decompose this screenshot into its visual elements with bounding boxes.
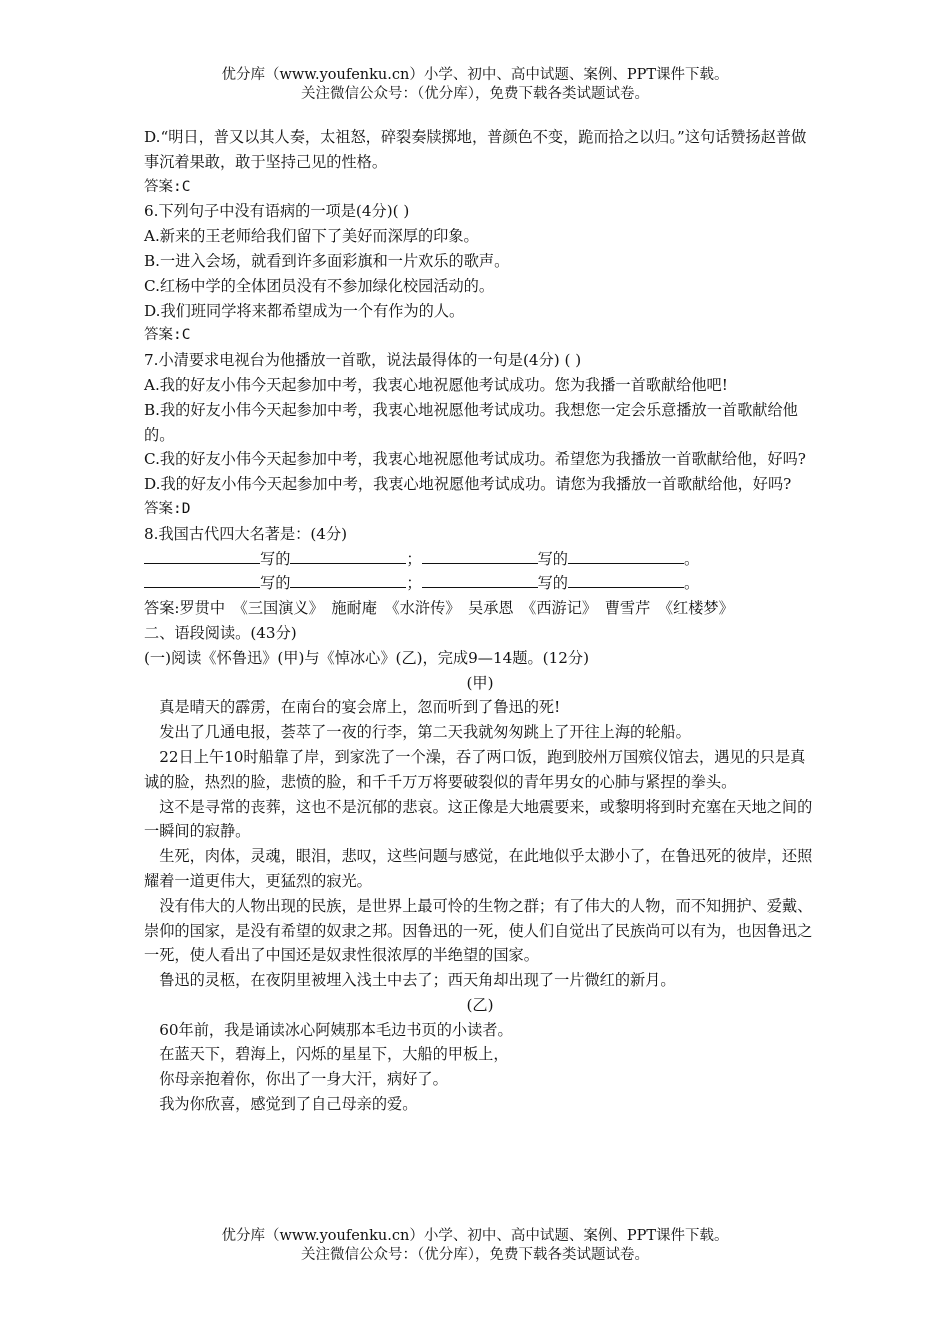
passage-yi-paragraph: 你母亲抱着你，你出了一身大汗，病好了。: [159, 1070, 448, 1089]
passage-jia-paragraph: 真是晴天的霹雳，在南台的宴会席上，忽而听到了鲁迅的死!: [159, 698, 561, 717]
semicolon: ；: [406, 549, 422, 568]
q6-option-b: B.一进入会场，就看到许多面彩旗和一片欢乐的歌声。: [144, 251, 510, 270]
q6-stem: 6.下列句子中没有语病的一项是(4分)( ): [144, 202, 410, 221]
q7-option-d: D.我的好友小伟今天起参加中考，我衷心地祝愿他考试成功。请您为我播放一首歌献给他，好吗?: [144, 475, 792, 494]
blank-author-1[interactable]: [144, 548, 260, 564]
write-label: 写的: [537, 549, 568, 568]
q7-option-b: B.我的好友小伟今天起参加中考，我衷心地祝愿他考试成功。我想您一定会乐意播放一首歌献给他的。: [144, 400, 798, 444]
write-label: 写的: [260, 549, 291, 568]
header-line-2: 关注微信公众号：（优分库），免费下载各类试题试卷。: [301, 86, 649, 102]
document-body: [144, 125, 816, 1117]
blank-author-3[interactable]: [144, 572, 260, 588]
passage-jia-paragraph: 22日上午10时船靠了岸，到家洗了一个澡，吞了两口饭，跑到胶州万国殡仪馆去，遇见的只是真诚的脸，热烈的脸，悲愤的脸，和千千万万将要破裂似的青年男女的心肺与紧捏的拳头。: [144, 747, 806, 791]
blank-book-4[interactable]: [568, 572, 684, 588]
q5-answer: 答案:C: [144, 178, 191, 195]
q7-answer: 答案:D: [144, 500, 191, 517]
q7-option-c: C.我的好友小伟今天起参加中考，我衷心地祝愿他考试成功。希望您为我播放一首歌献给他，好吗?: [144, 450, 806, 469]
page-footer: [0, 1227, 950, 1265]
q6-option-a: A.新来的王老师给我们留下了美好而深厚的印象。: [144, 227, 479, 246]
write-label: 写的: [537, 574, 568, 593]
passage-jia-paragraph: 没有伟大的人物出现的民族，是世界上最可怜的生物之群；有了伟大的人物，而不知拥护、爱戴、崇仰的国家，是没有希望的奴隶之邦。因鲁迅的一死，使人们自觉出了民族尚可以有为，也因鲁迅之一死，使人看出了中国还是奴隶性很浓厚的半绝望的国家。: [144, 896, 813, 965]
passage-jia-label: (甲): [466, 673, 494, 692]
q8-fill-line-2: [144, 571, 816, 596]
blank-book-1[interactable]: [290, 548, 406, 564]
q8-answer: 答案:罗贯中 《三国演义》 施耐庵 《水浒传》 吴承恩 《西游记》 曹雪芹 《红楼梦》: [144, 599, 734, 618]
period: 。: [683, 574, 700, 593]
write-label: 写的: [260, 574, 291, 593]
period: 。: [683, 549, 700, 568]
passage-jia-paragraph: 发出了几通电报，荟萃了一夜的行李，第二天我就匆匆跳上了开往上海的轮船。: [159, 723, 691, 742]
blank-author-4[interactable]: [422, 572, 538, 588]
passage-yi-paragraph: 在蓝天下，碧海上，闪烁的星星下，大船的甲板上，: [159, 1045, 509, 1064]
footer-line-2: 关注微信公众号：（优分库），免费下载各类试题试卷。: [301, 1247, 649, 1263]
q6-option-d: D.我们班同学将来都希望成为一个有作为的人。: [144, 301, 465, 320]
blank-book-3[interactable]: [290, 572, 406, 588]
section-2-intro: (一)阅读《怀鲁迅》(甲)与《悼冰心》(乙)，完成9—14题。(12分): [144, 648, 590, 667]
passage-yi-label: (乙): [466, 995, 494, 1014]
q6-option-c: C.红杨中学的全体团员没有不参加绿化校园活动的。: [144, 276, 495, 295]
section-2-title: 二、语段阅读。(43分): [144, 623, 297, 642]
blank-book-2[interactable]: [568, 548, 684, 564]
passage-yi-paragraph: 我为你欣喜，感觉到了自己母亲的爱。: [159, 1095, 418, 1114]
semicolon: ；: [406, 574, 422, 593]
q5-option-d: D.“明日，普又以其人奏，太祖怒，碎裂奏牍掷地，普颜色不变，跪而拾之以归。”这句话赞扬赵普做事沉着果敢，敢于坚持己见的性格。: [144, 128, 807, 171]
q8-fill-line-1: [144, 547, 816, 572]
blank-author-2[interactable]: [422, 548, 538, 564]
passage-yi-paragraph: 60年前，我是诵读冰心阿姨那本毛边书页的小读者。: [159, 1020, 513, 1039]
q7-stem: 7.小清要求电视台为他播放一首歌，说法最得体的一句是(4分) ( ): [144, 351, 582, 370]
header-line-1: 优分库（www.youfenku.cn）小学、初中、高中试题、案例、PPT课件下载。: [221, 67, 729, 83]
q8-stem: 8.我国古代四大名著是：(4分): [144, 524, 348, 543]
page-header: [0, 66, 950, 104]
q7-option-a: A.我的好友小伟今天起参加中考，我衷心地祝愿他考试成功。您为我播一首歌献给他吧!: [144, 375, 728, 394]
passage-jia-paragraph: 鲁迅的灵柩，在夜阴里被埋入浅土中去了；西天角却出现了一片微红的新月。: [159, 971, 676, 990]
passage-jia-paragraph: 这不是寻常的丧葬，这也不是沉郁的悲哀。这正像是大地震要来，或黎明将到时充塞在天地之间的一瞬间的寂静。: [144, 797, 813, 841]
passage-jia-paragraph: 生死，肉体，灵魂，眼泪，悲叹，这些问题与感觉，在此地似乎太渺小了，在鲁迅死的彼岸，还照耀着一道更伟大，更猛烈的寂光。: [144, 847, 813, 890]
q6-answer: 答案:C: [144, 327, 191, 344]
footer-line-1: 优分库（www.youfenku.cn）小学、初中、高中试题、案例、PPT课件下载。: [221, 1228, 729, 1244]
